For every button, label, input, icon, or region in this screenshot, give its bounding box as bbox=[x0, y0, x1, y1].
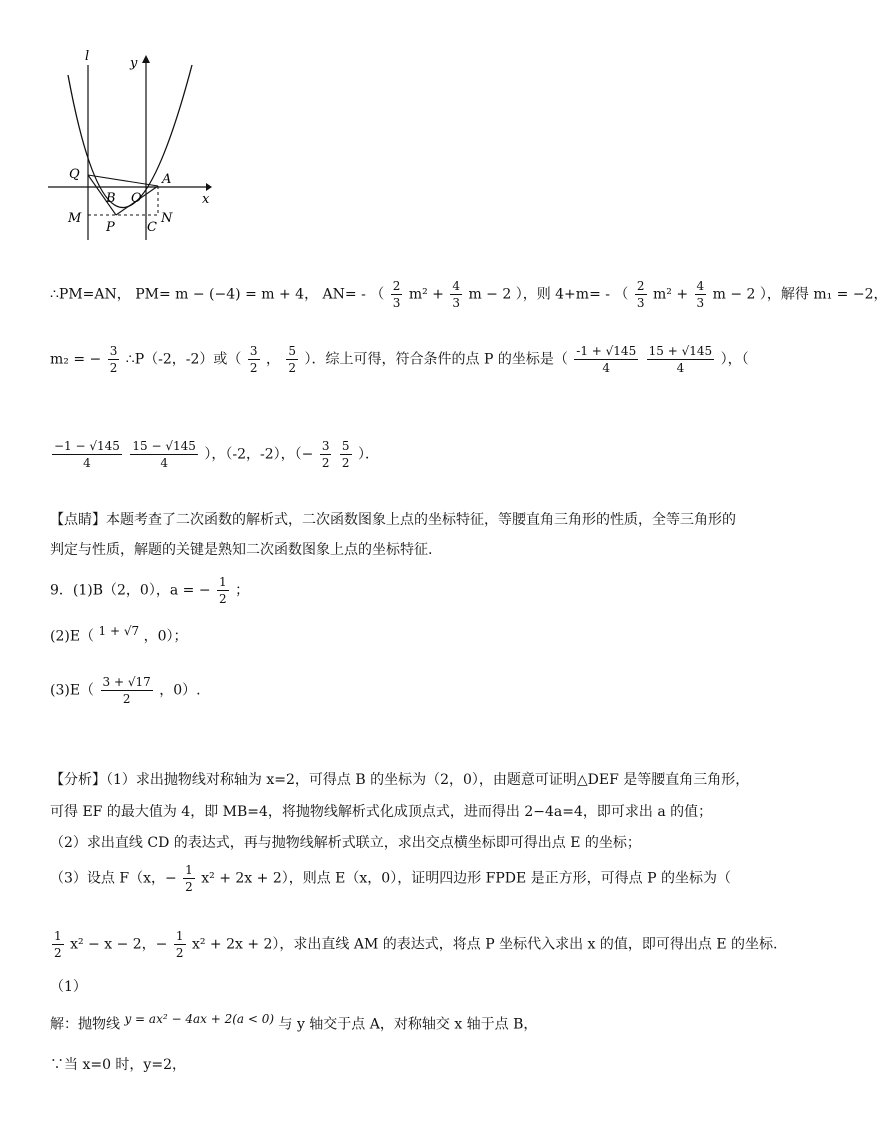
analysis-l8: ∵当 x=0 时，y=2， bbox=[50, 1057, 186, 1073]
frac-1-2-l5: $\frac{1}{2}$ bbox=[54, 929, 62, 960]
analysis-l7 bbox=[50, 1013, 537, 1032]
frac-1-2: $\frac{1}{2}$ bbox=[219, 575, 227, 606]
sol8-m2b: m² + bbox=[652, 286, 689, 303]
label-A: A bbox=[162, 172, 172, 187]
sol8-m2a: m² + bbox=[408, 286, 444, 303]
analysis-l6: （1） bbox=[50, 979, 87, 995]
dianjing-line1: 【点睛】本题考查了二次函数的解析式，二次函数图象上点的坐标特征，等腰直角三角形的性质，全等三角形的 bbox=[50, 512, 736, 528]
sol8-p-coord: ∴P（-2，-2）或（ bbox=[125, 351, 242, 368]
label-P: P bbox=[106, 220, 115, 235]
label-x: x bbox=[202, 192, 210, 207]
q9-a2-prefix: (2)E（ bbox=[50, 628, 95, 645]
sol8-m1: m₁ = −2， bbox=[813, 286, 887, 303]
frac-1-2-l4: $\frac{1}{2}$ bbox=[185, 863, 193, 894]
analysis-l7-formula: y = ax² − 4ax + 2(a < 0) bbox=[124, 1012, 275, 1026]
q9-a2-suffix: ，0）； bbox=[143, 628, 188, 645]
analysis-l5-b: x² + 2x + 2），求出直线 AM 的表达式，将点 P 坐标代入求出 x 的值，即可得出点 E 的坐标. bbox=[191, 936, 778, 953]
y-axis-arrow bbox=[142, 55, 150, 63]
label-N: N bbox=[161, 211, 173, 226]
sol8-line2 bbox=[50, 345, 749, 374]
sol8-summary: ）．综上可得，符合条件的点 P 的坐标是（ bbox=[304, 351, 568, 368]
q9-a1-prefix: 9．(1)B（2，0），a = − bbox=[50, 582, 211, 599]
frac-4-3b: $\frac{4}{3}$ bbox=[696, 279, 705, 310]
label-O: O bbox=[131, 191, 142, 206]
frac-neg3-2: $\frac{3}{2}$ bbox=[249, 344, 258, 375]
frac-d: $\frac{15 - √145}{4}$ bbox=[132, 439, 196, 470]
frac-b: $\frac{15 + √145}{4}$ bbox=[648, 344, 713, 375]
analysis-l2: 可得 EF 的最大值为 4，即 MB=4，将抛物线解析式化成顶点式，进而得出 2−4a=4，即可求出 a 的值； bbox=[50, 804, 713, 820]
analysis-l4-prefix: （3）设点 F（x，− bbox=[50, 870, 177, 887]
q9-a2-num: 1 + √7 bbox=[98, 624, 140, 638]
sol8-m2eq: m₂ = − bbox=[50, 351, 102, 368]
parabola-figure bbox=[40, 45, 230, 245]
frac-c: $\frac{-1 - √145}{4}$ bbox=[54, 439, 120, 470]
sol8-pm-an: ∴PM=AN， bbox=[50, 286, 131, 303]
frac-2-3: $\frac{2}{3}$ bbox=[392, 279, 401, 310]
frac-neg3-2b: $\frac{3}{2}$ bbox=[321, 439, 330, 470]
q9-a3-prefix: (3)E（ bbox=[50, 682, 95, 699]
q9-a1-suffix: ； bbox=[235, 582, 250, 599]
frac-4-3: $\frac{4}{3}$ bbox=[452, 279, 460, 310]
sol8-comma: ， bbox=[265, 351, 280, 368]
frac-3-2: $\frac{3}{2}$ bbox=[109, 344, 118, 375]
analysis-l3: （2）求出直线 CD 的表达式，再与抛物线解析式联立，求出交点横坐标即可得出点 E 的坐标； bbox=[50, 835, 641, 851]
label-Q: Q bbox=[69, 167, 80, 182]
analysis-l7-prefix: 解：抛物线 bbox=[50, 1016, 120, 1033]
frac-neg5-2b: $\frac{5}{2}$ bbox=[341, 439, 350, 470]
analysis-l1: 【分析】（1）求出抛物线对称轴为 x=2，可得点 B 的坐标为（2，0），由题意可证明△DEF 是等腰直角三角形， bbox=[50, 772, 750, 788]
q9-answer3 bbox=[50, 676, 201, 705]
frac-neg5-2: $\frac{5}{2}$ bbox=[288, 344, 297, 375]
frac-2-3b: $\frac{2}{3}$ bbox=[636, 279, 645, 310]
label-C: C bbox=[147, 220, 157, 235]
analysis-l5 bbox=[50, 930, 777, 959]
frac-3-sqrt17-2: $\frac{3 + √17}{2}$ bbox=[102, 675, 151, 706]
analysis-l4-mid: x² + 2x + 2），则点 E（x，0），证明四边形 FPDE 是正方形，可得点 P 的坐标为（ bbox=[201, 870, 731, 887]
sol8-line3 bbox=[50, 440, 379, 469]
sol8-pm-expr: PM= m − (−4) = m + 4， bbox=[135, 286, 319, 303]
q9-a3-suffix: ，0）. bbox=[159, 682, 201, 699]
label-l: l bbox=[85, 49, 90, 64]
sol8-end: ）． bbox=[358, 446, 380, 463]
parabola-curve bbox=[68, 65, 192, 208]
sol8-mminus2a: m − 2 ），则 4+m= - （ bbox=[468, 286, 629, 303]
sol8-line1 bbox=[50, 280, 887, 309]
frac-1-2-l5b: $\frac{1}{2}$ bbox=[175, 929, 184, 960]
dianjing-line2: 判定与性质，解题的关键是熟知二次函数图象上点的坐标特征. bbox=[50, 542, 433, 558]
x-axis-arrow bbox=[206, 183, 212, 191]
label-y: y bbox=[130, 56, 138, 71]
sol8-an: AN= - （ bbox=[322, 286, 385, 303]
analysis-l4 bbox=[50, 864, 731, 893]
q9-answer1 bbox=[50, 576, 249, 605]
sol8-mid: ），（-2，-2），（− bbox=[204, 446, 314, 463]
frac-a: $\frac{-1 + √145}{4}$ bbox=[576, 344, 637, 375]
label-M: M bbox=[68, 211, 82, 226]
label-B: B bbox=[106, 191, 116, 206]
analysis-l5-a: x² − x − 2，− bbox=[70, 936, 168, 953]
q9-answer2 bbox=[50, 625, 188, 644]
sol8-mminus2b: m − 2 ），解得 bbox=[712, 286, 809, 303]
sol8-tail: ），（ bbox=[720, 351, 749, 368]
analysis-l7-suffix: 与 y 轴交于点 A，对称轴交 x 轴于点 B， bbox=[278, 1016, 538, 1033]
